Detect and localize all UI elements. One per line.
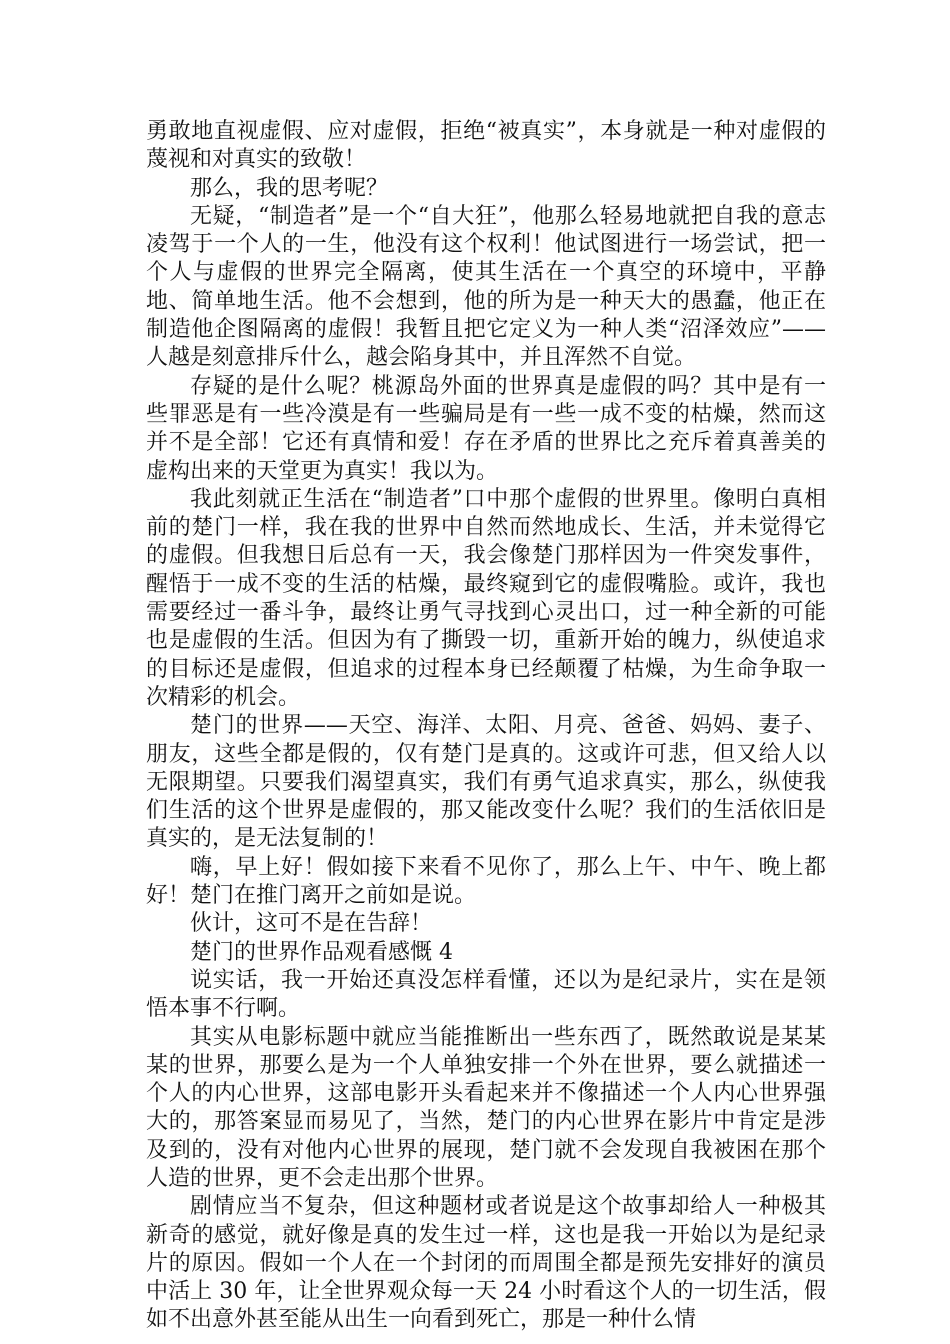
- paragraph-11: 剧情应当不复杂，但这种题材或者说是这个故事却给人一种极其新奇的感觉，就好像是真的发生过一样，这也是我一开始以为是纪录片的原因。假如一个人在一个封闭的而周围全都是预先安排好的演员中活上 30 年，让全世界观众每一天 24 小时看这个人的一切生活，假如不出意外甚至能从出生一向看到死亡，那是一种什么情: [146, 1194, 826, 1333]
- paragraph-3: 无疑，“制造者”是一个“自大狂”，他那么轻易地就把自我的意志凌驾于一个人的一生，他没有这个权利！他试图进行一场尝试，把一个人与虚假的世界完全隔离，使其生活在一个真空的环境中，平静地、简单地生活。他不会想到，他的所为是一种天大的愚蠢，他正在制造他企图隔离的虚假！我暂且把它定义为一种人类“沼泽效应”——人越是刻意排斥什么，越会陷身其中，并且浑然不自觉。: [146, 203, 826, 371]
- paragraph-1: 勇敢地直视虚假、应对虚假，拒绝“被真实”，本身就是一种对虚假的蔑视和对真实的致敬！: [146, 119, 826, 173]
- document-body: [146, 118, 826, 1335]
- paragraph-5: 我此刻就正生活在“制造者”口中那个虚假的世界里。像明白真相前的楚门一样，我在我的世界中自然而然地成长、生活，并未觉得它的虚假。但我想日后总有一天，我会像楚门那样因为一件突发事件，醒悟于一成不变的生活的枯燥，最终窥到它的虚假嘴脸。或许，我也需要经过一番斗争，最终让勇气寻找到心灵出口，过一种全新的可能也是虚假的生活。但因为有了撕毁一切，重新开始的魄力，纵使追求的目标还是虚假，但追求的过程本身已经颠覆了枯燥，为生命争取一次精彩的机会。: [146, 486, 826, 710]
- paragraph-7: 嗨，早上好！假如接下来看不见你了，那么上午、中午、晚上都好！楚门在推门离开之前如是说。: [146, 854, 826, 909]
- paragraph-9: 说实话，我一开始还真没怎样看懂，还以为是纪录片，实在是领悟本事不行啊。: [146, 967, 826, 1022]
- paragraph-2: 那么，我的思考呢？: [190, 175, 389, 201]
- paragraph-4: 存疑的是什么呢？桃源岛外面的世界真是虚假的吗？其中是有一些罪恶是有一些冷漠是有一些骗局是有一些一成不变的枯燥，然而这并不是全部！它还有真情和爱！存在矛盾的世界比之充斥着真善美的虚构出来的天堂更为真实！我以为。: [146, 373, 826, 484]
- paragraph-6: 楚门的世界——天空、海洋、太阳、月亮、爸爸、妈妈、妻子、朋友，这些全都是假的，仅有楚门是真的。这或许可悲，但又给人以无限期望。只要我们渴望真实，我们有勇气追求真实，那么，纵使我们生活的这个世界是虚假的，那又能改变什么呢？我们的生活依旧是真实的，是无法复制的！: [146, 713, 826, 852]
- section-heading: 楚门的世界作品观看感慨 4: [190, 939, 453, 965]
- paragraph-8: 伙计，这可不是在告辞！: [190, 911, 433, 937]
- paragraph-10: 其实从电影标题中就应当能推断出一些东西了，既然敢说是某某某的世界，那要么是为一个人单独安排一个外在世界，要么就描述一个人的内心世界，这部电影开头看起来并不像描述一个人内心世界强大的，那答案显而易见了，当然，楚门的内心世界在影片中肯定是涉及到的，没有对他内心世界的展现，楚门就不会发现自我被困在那个人造的世界，更不会走出那个世界。: [146, 1024, 826, 1191]
